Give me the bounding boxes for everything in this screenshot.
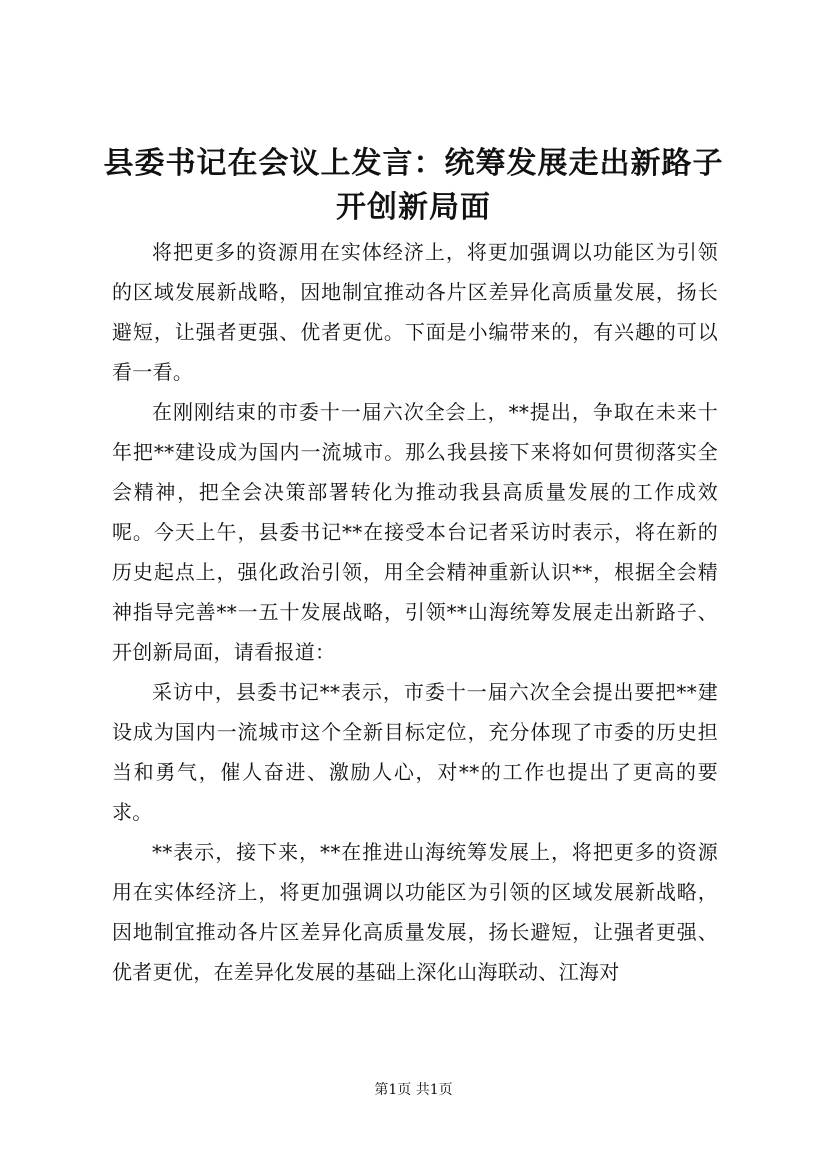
- page-footer: 第1页 共1页: [374, 1082, 453, 1098]
- title-line-2: 开创新局面: [336, 190, 491, 225]
- paragraph: 将把更多的资源用在实体经济上，将更加强调以功能区为引领的区域发展新战略，因地制宜推动各片区差异化高质量发展，扬长避短，让强者更强、优者更优。下面是小编带来的，有兴趣的可以看一看。: [112, 240, 718, 384]
- document-body: [112, 232, 718, 992]
- document-title: [100, 142, 727, 230]
- paragraph: 采访中，县委书记**表示，市委十一届六次全会提出要把**建设成为国内一流城市这个全新目标定位，充分体现了市委的历史担当和勇气，催人奋进、激励人心，对**的工作也提出了更高的要求。: [112, 680, 718, 824]
- paragraph: **表示，接下来，**在推进山海统筹发展上，将把更多的资源用在实体经济上，将更加强调以功能区为引领的区域发展新战略，因地制宜推动各片区差异化高质量发展，扬长避短，让强者更强、优者更优，在差异化发展的基础上深化山海联动、江海对: [112, 840, 718, 984]
- title-line-1: 县委书记在会议上发言：统筹发展走出新路子: [103, 146, 724, 181]
- paragraph: 在刚刚结束的市委十一届六次全会上，**提出，争取在未来十年把**建设成为国内一流城市。那么我县接下来将如何贯彻落实全会精神，把全会决策部署转化为推动我县高质量发展的工作成效呢。今天上午，县委书记**在接受本台记者采访时表示，将在新的历史起点上，强化政治引领，用全会精神重新认识**，根据全会精神指导完善**一五十发展战略，引领**山海统筹发展走出新路子、开创新局面，请看报道：: [112, 400, 718, 664]
